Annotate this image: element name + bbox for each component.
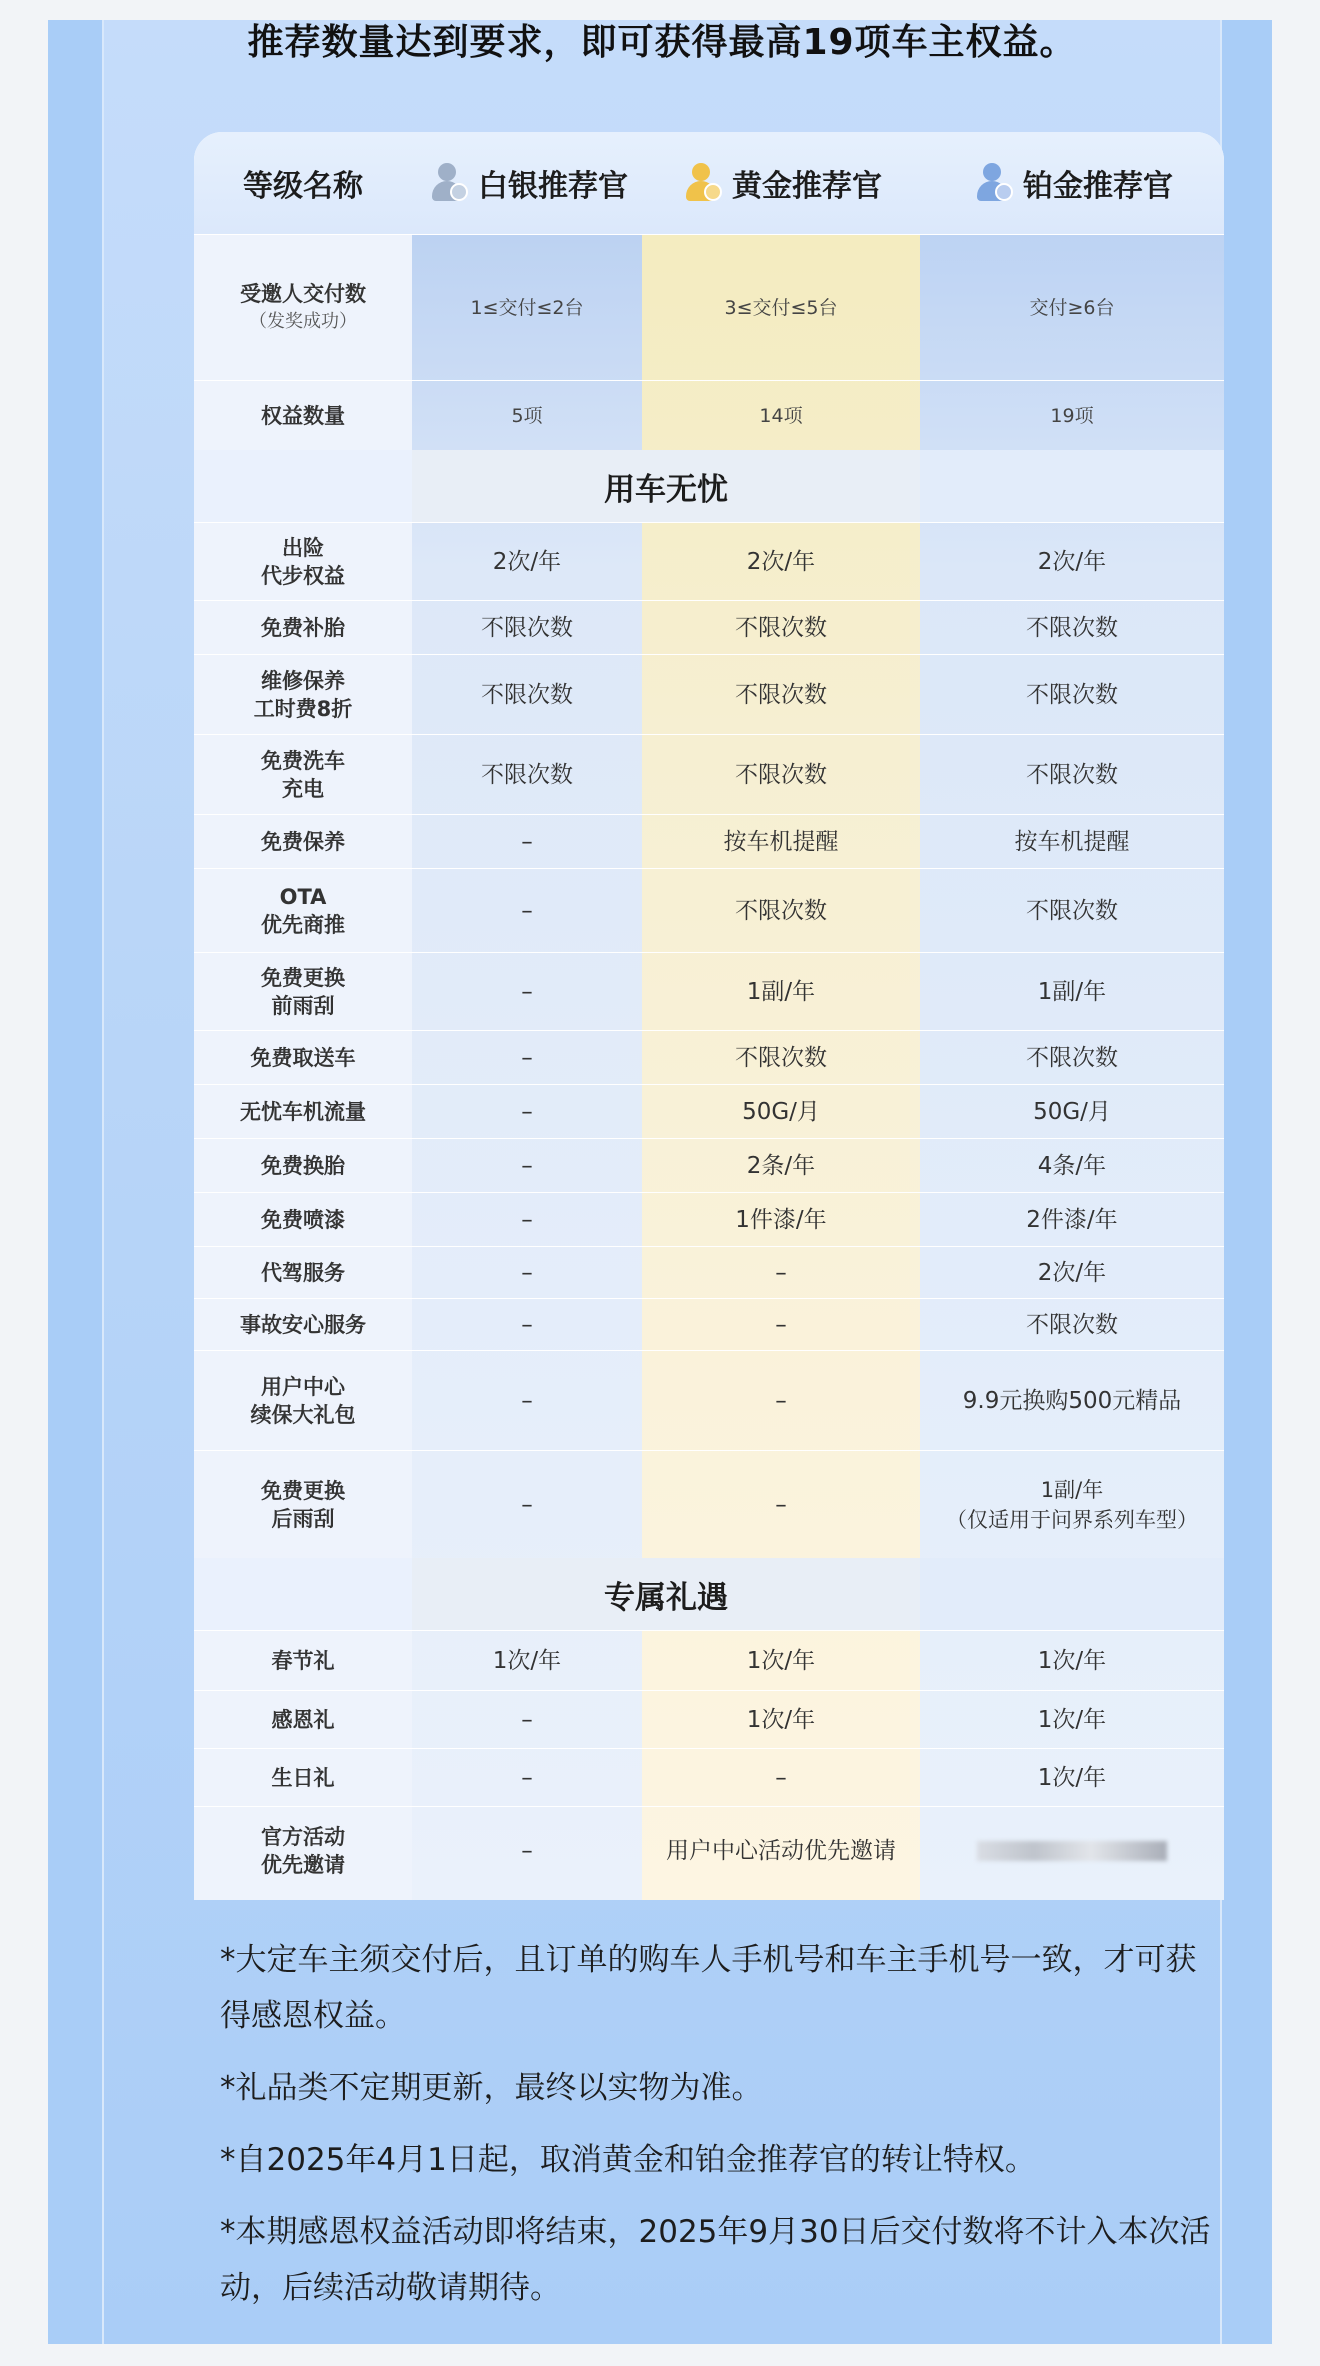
- silver-value: 不限次数: [481, 762, 573, 788]
- platinum-value: 2次/年: [1037, 1260, 1107, 1286]
- table-row: [194, 1350, 1224, 1451]
- platinum-value: [920, 1807, 1224, 1895]
- redacted-text: [977, 1841, 1167, 1861]
- silver-value: –: [521, 1099, 533, 1125]
- silver-value: 2次/年: [492, 549, 562, 575]
- gold-value: –: [775, 1765, 787, 1791]
- silver-value: –: [521, 1207, 533, 1233]
- section-title-worry-free: 用车无忧: [412, 450, 920, 522]
- table-row: [194, 1806, 1224, 1895]
- platinum-value: 1次/年: [1037, 1765, 1107, 1791]
- header-gold: [642, 132, 920, 234]
- silver-value: –: [521, 1312, 533, 1338]
- table-row: [194, 600, 1224, 655]
- table-row: [194, 1450, 1224, 1559]
- table-row: [194, 654, 1224, 735]
- gold-value: 2次/年: [746, 549, 816, 575]
- platinum-value: 2次/年: [1037, 549, 1107, 575]
- table-row: [194, 1192, 1224, 1247]
- gold-value: –: [775, 1260, 787, 1286]
- footnote: *本期感恩权益活动即将结束，2025年9月30日后交付数将不计入本次活动，后续活动敬请期待。: [220, 2214, 1211, 2306]
- platinum-value: 4条/年: [1037, 1153, 1107, 1179]
- silver-value: 不限次数: [481, 615, 573, 641]
- benefit-name: 无忧车机流量: [240, 1100, 366, 1124]
- benefit-name: 免费更换 前雨刮: [261, 966, 345, 1018]
- count-silver: 5项: [511, 405, 543, 427]
- benefit-name: 免费更换 后雨刮: [261, 1479, 345, 1531]
- footnotes: [220, 1932, 1220, 2332]
- platinum-value: 不限次数: [1026, 615, 1118, 641]
- silver-value: –: [521, 1153, 533, 1179]
- platinum-value: 1次/年: [1037, 1707, 1107, 1733]
- benefit-name: 免费洗车 充电: [261, 749, 345, 801]
- platinum-value: 2件漆/年: [1026, 1207, 1118, 1233]
- table-row: [194, 734, 1224, 815]
- silver-value: –: [521, 1492, 533, 1518]
- table-row: [194, 868, 1224, 953]
- count-platinum: 19项: [1050, 405, 1094, 427]
- delivery-label: 受邀人交付数: [240, 282, 366, 306]
- silver-value: –: [521, 1045, 533, 1071]
- count-gold: 14项: [759, 405, 803, 427]
- gold-user-badge-icon: [680, 161, 724, 205]
- gold-value: 按车机提醒: [723, 829, 839, 855]
- platinum-value: 不限次数: [1026, 762, 1118, 788]
- table-row: [194, 1138, 1224, 1193]
- silver-value: –: [521, 1838, 533, 1864]
- benefit-name: 免费补胎: [261, 616, 345, 640]
- benefit-name: 免费喷漆: [261, 1208, 345, 1232]
- delivery-platinum: 交付≥6台: [1029, 297, 1115, 319]
- silver-value: –: [521, 898, 533, 924]
- delivery-row: [194, 234, 1224, 381]
- table-row: [194, 814, 1224, 869]
- benefit-name: 免费保养: [261, 830, 345, 854]
- header-silver-label: 白银推荐官: [478, 169, 628, 204]
- benefit-name: 免费换胎: [261, 1154, 345, 1178]
- silver-value: 1次/年: [492, 1648, 562, 1674]
- table-row: [194, 1748, 1224, 1807]
- gold-value: 不限次数: [735, 682, 827, 708]
- platinum-value: 1副/年: [1037, 979, 1107, 1005]
- footnote: *礼品类不定期更新，最终以实物为准。: [220, 2070, 763, 2106]
- silver-user-badge-icon: [426, 161, 470, 205]
- platinum-value: 50G/月: [1033, 1099, 1111, 1125]
- benefit-name: 代驾服务: [261, 1261, 345, 1285]
- silver-value: –: [521, 979, 533, 1005]
- table-header: [194, 132, 1224, 234]
- benefit-name: 出险 代步权益: [261, 536, 345, 588]
- gold-value: 1次/年: [746, 1707, 816, 1733]
- gold-value: 不限次数: [735, 762, 827, 788]
- platinum-value: 不限次数: [1026, 1312, 1118, 1338]
- platinum-value: 1副/年 （仅适用于问界系列车型）: [946, 1478, 1198, 1532]
- silver-value: –: [521, 1260, 533, 1286]
- gold-value: 不限次数: [735, 615, 827, 641]
- benefit-name: 免费取送车: [250, 1046, 356, 1070]
- benefit-name: 春节礼: [271, 1649, 335, 1673]
- delivery-sublabel: （发奖成功）: [249, 311, 357, 332]
- platinum-value: 1次/年: [1037, 1648, 1107, 1674]
- gold-value: –: [775, 1388, 787, 1414]
- silver-value: –: [521, 1765, 533, 1791]
- gold-value: 不限次数: [735, 898, 827, 924]
- table-row: [194, 1030, 1224, 1085]
- silver-value: –: [521, 1388, 533, 1414]
- silver-value: 不限次数: [481, 682, 573, 708]
- platinum-value: 不限次数: [1026, 682, 1118, 708]
- count-label: 权益数量: [261, 404, 345, 428]
- delivery-silver: 1≤交付≤2台: [470, 297, 584, 319]
- benefits-table: [194, 132, 1224, 1900]
- gold-value: 1副/年: [746, 979, 816, 1005]
- gold-value: 2条/年: [746, 1153, 816, 1179]
- delivery-gold: 3≤交付≤5台: [724, 297, 838, 319]
- header-silver: [412, 132, 642, 234]
- gold-value: 1件漆/年: [735, 1207, 827, 1233]
- table-row: [194, 1084, 1224, 1139]
- silver-value: –: [521, 1707, 533, 1733]
- platinum-user-badge-icon: [971, 161, 1015, 205]
- silver-value: –: [521, 829, 533, 855]
- benefit-name: 事故安心服务: [240, 1313, 366, 1337]
- page-frame: [48, 20, 1272, 2344]
- benefit-name: OTA 优先商推: [261, 885, 345, 937]
- gold-value: 1次/年: [746, 1648, 816, 1674]
- section-worry-free: [194, 450, 1224, 522]
- table-row: [194, 952, 1224, 1031]
- platinum-value: 不限次数: [1026, 898, 1118, 924]
- table-row: [194, 1630, 1224, 1691]
- header-platinum-label: 铂金推荐官: [1023, 169, 1173, 204]
- benefit-count-row: [194, 380, 1224, 451]
- page-headline: 推荐数量达到要求，即可获得最高19项车主权益。: [247, 22, 1077, 63]
- benefit-name: 生日礼: [271, 1766, 335, 1790]
- header-gold-label: 黄金推荐官: [732, 169, 882, 204]
- header-level-name: 等级名称: [243, 169, 363, 204]
- section-exclusive-gifts: [194, 1558, 1224, 1630]
- footnote: *大定车主须交付后，且订单的购车人手机号和车主手机号一致，才可获得感恩权益。: [220, 1942, 1197, 2034]
- gold-value: 用户中心活动优先邀请: [666, 1838, 896, 1864]
- table-row: [194, 1246, 1224, 1299]
- table-row: [194, 1298, 1224, 1351]
- table-row: [194, 1690, 1224, 1749]
- footnote: *自2025年4月1日起，取消黄金和铂金推荐官的转让特权。: [220, 2142, 1036, 2178]
- header-platinum: [920, 132, 1224, 234]
- benefit-name: 维修保养 工时费8折: [253, 669, 353, 721]
- gold-value: –: [775, 1312, 787, 1338]
- platinum-value: 按车机提醒: [1014, 829, 1130, 855]
- gold-value: –: [775, 1492, 787, 1518]
- platinum-value: 不限次数: [1026, 1045, 1118, 1071]
- section-title-exclusive-gifts: 专属礼遇: [412, 1558, 920, 1630]
- platinum-value: 9.9元换购500元精品: [962, 1388, 1182, 1414]
- gold-value: 不限次数: [735, 1045, 827, 1071]
- benefit-name: 官方活动 优先邀请: [261, 1825, 345, 1877]
- benefit-name: 用户中心 续保大礼包: [250, 1375, 356, 1427]
- benefit-name: 感恩礼: [271, 1708, 335, 1732]
- table-row: [194, 522, 1224, 601]
- gold-value: 50G/月: [742, 1099, 820, 1125]
